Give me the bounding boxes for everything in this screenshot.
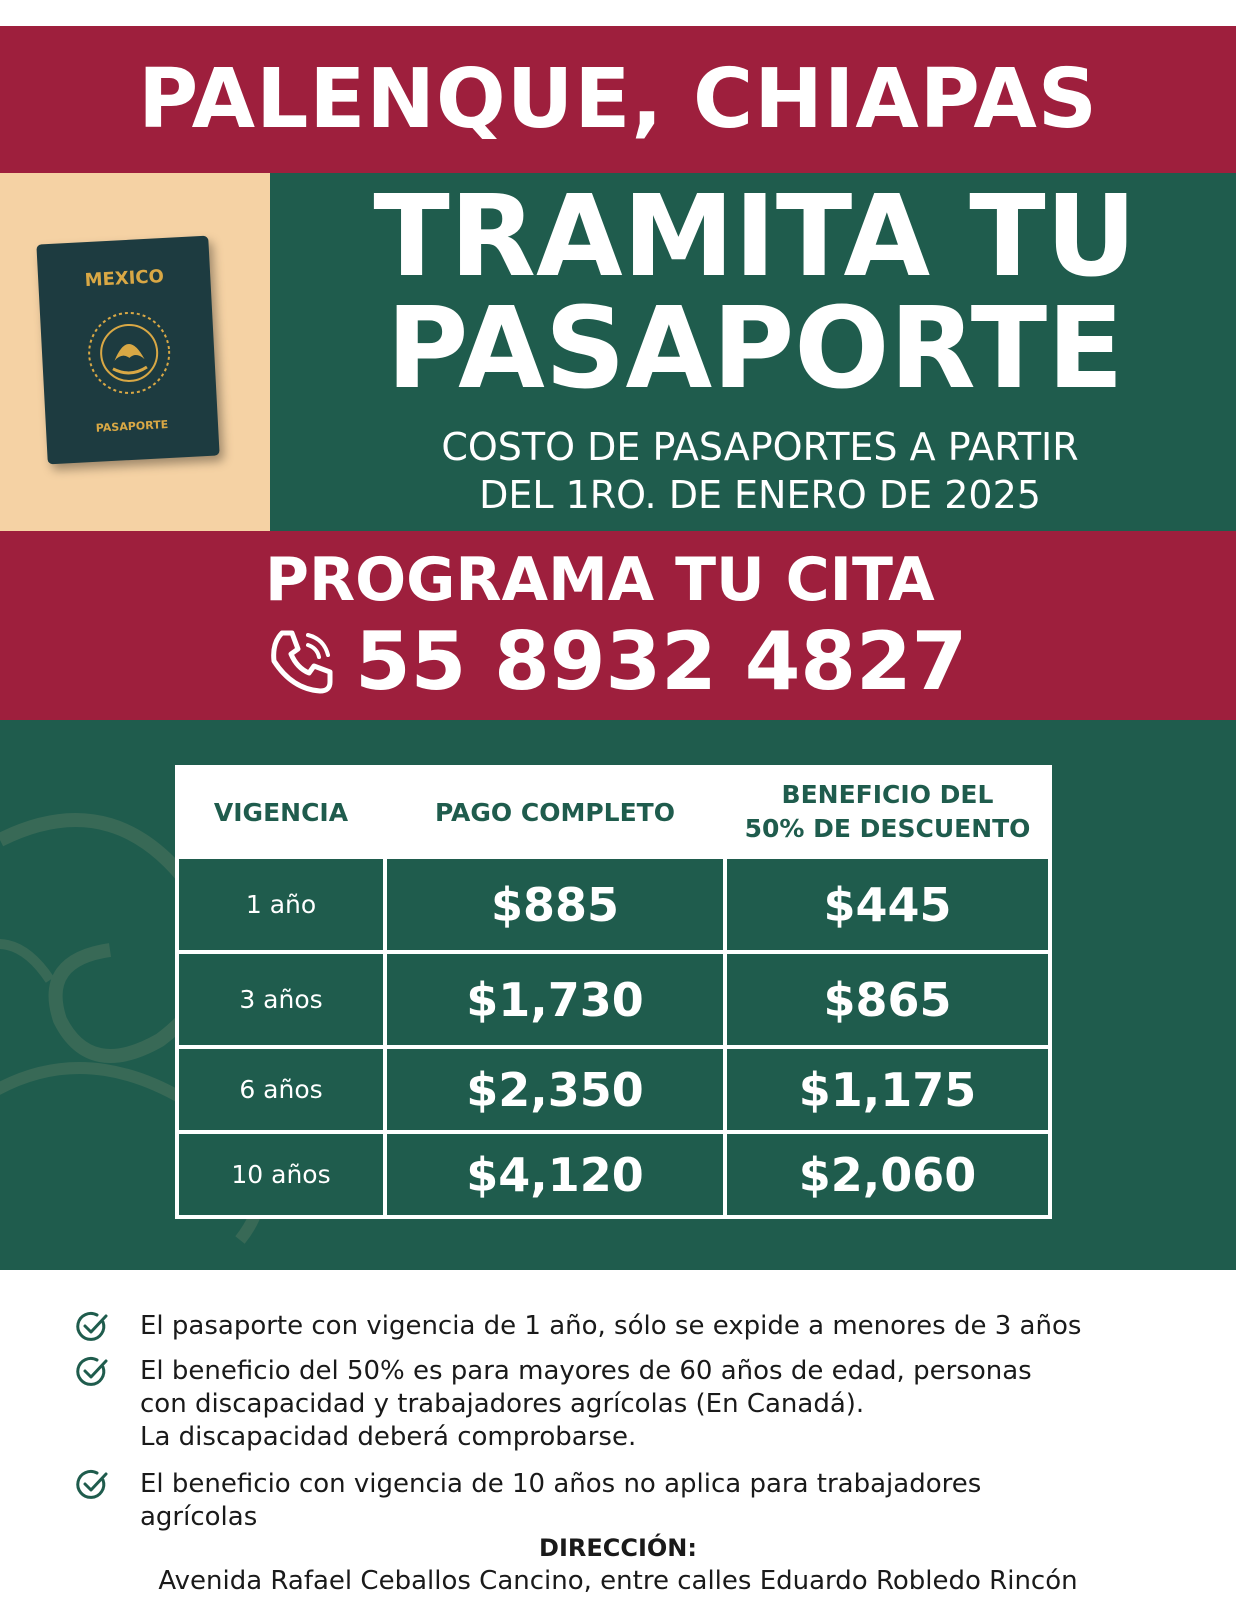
table-header-row	[177, 767, 1050, 857]
passport-label: PASAPORTE	[95, 418, 169, 435]
address-text: Avenida Rafael Ceballos Cancino, entre calles Eduardo Robledo Rincón	[158, 1566, 1078, 1596]
subheading-line-2: DEL 1RO. DE ENERO DE 2025	[479, 473, 1041, 517]
cell-vigencia: 1 año	[177, 857, 385, 952]
cell-pago: $4,120	[385, 1132, 725, 1217]
note-3	[140, 1468, 1200, 1534]
cell-descuento: $865	[725, 952, 1050, 1047]
headline-line-2: PASAPORTE	[386, 284, 1124, 414]
note-3-line-1: El beneficio con vigencia de 10 años no aplica para trabajadores	[140, 1469, 982, 1499]
address-label: DIRECCIÓN:	[539, 1534, 697, 1562]
cell-vigencia: 6 años	[177, 1047, 385, 1132]
header-vigencia: VIGENCIA	[177, 767, 385, 857]
passport-country: MEXICO	[84, 266, 165, 292]
cell-vigencia: 10 años	[177, 1132, 385, 1217]
cell-descuento: $1,175	[725, 1047, 1050, 1132]
cell-pago: $1,730	[385, 952, 725, 1047]
passport-panel	[0, 173, 270, 531]
header-beneficio-line-2: 50% DE DESCUENTO	[744, 814, 1031, 843]
headline	[290, 172, 1220, 414]
table-row	[177, 857, 1050, 952]
subheading-line-1: COSTO DE PASAPORTES A PARTIR	[441, 425, 1079, 469]
cell-pago: $885	[385, 857, 725, 952]
fees-table	[175, 765, 1052, 1219]
check-circle-icon	[75, 1468, 109, 1502]
check-circle-icon	[75, 1310, 109, 1344]
appointment-title: PROGRAMA TU CITA	[265, 545, 935, 615]
page-title: PALENQUE, CHIAPAS	[138, 52, 1098, 147]
cell-pago: $2,350	[385, 1047, 725, 1132]
header-beneficio	[725, 767, 1050, 857]
header-pago-completo: PAGO COMPLETO	[385, 767, 725, 857]
passport-image	[36, 236, 219, 465]
note-2	[140, 1355, 1200, 1454]
phone-icon	[262, 621, 342, 701]
cell-vigencia: 3 años	[177, 952, 385, 1047]
eagle-seal-icon	[82, 306, 177, 401]
headline-band	[0, 173, 1236, 531]
title-band	[0, 26, 1236, 173]
note-2-line-1: El beneficio del 50% es para mayores de 60 años de edad, personas	[140, 1356, 1032, 1386]
headline-line-1: TRAMITA TU	[373, 172, 1137, 302]
header-beneficio-line-1: BENEFICIO DEL	[781, 780, 994, 809]
note-1: El pasaporte con vigencia de 1 año, sólo se expide a menores de 3 años	[140, 1311, 1082, 1341]
cell-descuento: $2,060	[725, 1132, 1050, 1217]
check-circle-icon	[75, 1355, 109, 1389]
table-row	[177, 1047, 1050, 1132]
note-2-line-3: La discapacidad deberá comprobarse.	[140, 1422, 637, 1452]
note-2-line-2: con discapacidad y trabajadores agrícolas (En Canadá).	[140, 1389, 865, 1419]
table-row	[177, 952, 1050, 1047]
table-row	[177, 1132, 1050, 1217]
fees-band	[0, 720, 1236, 1270]
top-strip	[0, 0, 1236, 26]
cell-descuento: $445	[725, 857, 1050, 952]
subheading	[300, 423, 1220, 519]
note-3-line-2: agrícolas	[140, 1502, 258, 1532]
notes-section	[0, 1270, 1236, 1600]
phone-number[interactable]: 55 8932 4827	[355, 615, 968, 708]
appointment-band	[0, 531, 1236, 720]
